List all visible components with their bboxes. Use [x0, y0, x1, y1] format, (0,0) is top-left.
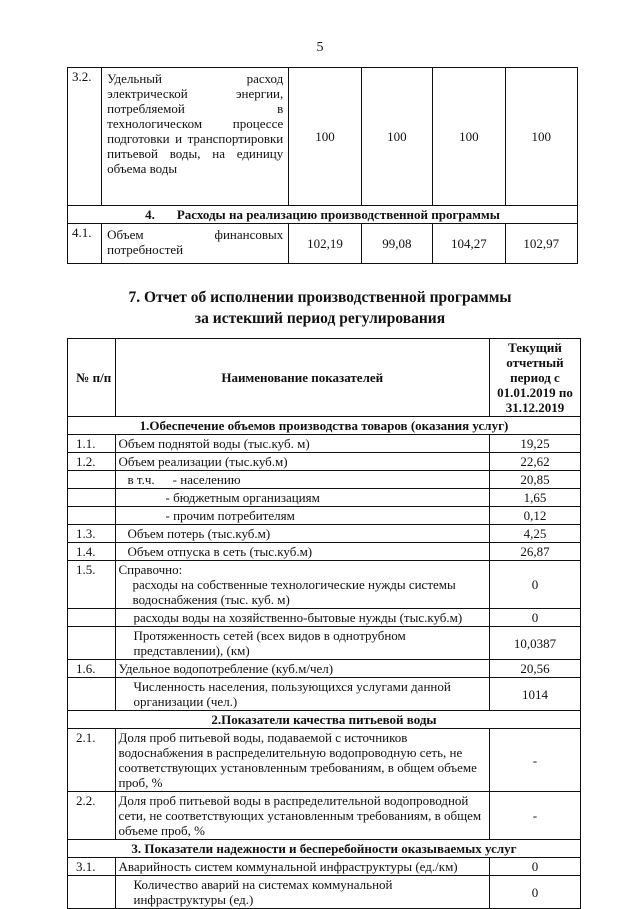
row-number: 1.4.	[68, 543, 116, 561]
row-value: 22,62	[489, 453, 580, 471]
table-row	[68, 792, 581, 840]
header-name: Наименование показателей	[115, 339, 489, 417]
row-name: Объем реализации (тыс.куб.м)	[115, 453, 489, 471]
section-row	[68, 711, 581, 729]
row-number	[68, 489, 116, 507]
row-value: 102,19	[289, 224, 361, 264]
row-value: -	[489, 729, 580, 792]
row-value: 10,0387	[489, 627, 580, 660]
row-name: Аварийность систем коммунальной инфраструктуры (ед./км)	[115, 858, 489, 876]
header-num: № п/п	[68, 339, 116, 417]
row-number	[68, 609, 116, 627]
row-value: 0,12	[489, 507, 580, 525]
row-value: 0	[489, 561, 580, 609]
section-row	[68, 206, 578, 224]
table-row	[68, 435, 581, 453]
row-value: 0	[489, 609, 580, 627]
row-prefix: в т.ч.	[127, 472, 155, 487]
row-value: 100	[289, 68, 361, 206]
table-row	[68, 627, 581, 660]
row-value: 26,87	[489, 543, 580, 561]
row-value: -	[489, 792, 580, 840]
row-name: Доля проб питьевой воды, подаваемой с источников водоснабжения в распределительную водопроводную сеть, не соответствующих установленным требованиям, в общем объеме проб, %	[115, 729, 489, 792]
row-name: Объем отпуска в сеть (тыс.куб.м)	[115, 543, 489, 561]
table-row	[68, 609, 581, 627]
section-heading	[68, 206, 578, 224]
row-number: 1.1.	[68, 435, 116, 453]
row-number: 1.6.	[68, 660, 116, 678]
table-row	[68, 858, 581, 876]
header-period: Текущий отчетный период с 01.01.2019 по 31.12.2019	[489, 339, 580, 417]
row-number	[68, 876, 116, 909]
row-name: - бюджетным организациям	[115, 489, 489, 507]
row-number: 1.5.	[68, 561, 116, 609]
row-number: 2.2.	[68, 792, 116, 840]
row-subname: - населению	[172, 472, 241, 487]
row-subname: расходы на собственные технологические нужды системы водоснабжения (тыс. куб. м)	[132, 577, 456, 607]
page-number: 5	[316, 40, 324, 55]
row-number	[68, 678, 116, 711]
row-name: расходы воды на хозяйственно-бытовые нужды (тыс.куб.м)	[115, 609, 489, 627]
row-name: Доля проб питьевой воды в распределительной водопроводной сети, не соответствующих установленным требованиям, в общем объеме проб, %	[115, 792, 489, 840]
section-title: Расходы на реализацию производственной программы	[176, 207, 500, 222]
table-row	[68, 660, 581, 678]
table-row	[68, 507, 581, 525]
row-value: 20,56	[489, 660, 580, 678]
header-row	[68, 339, 581, 417]
row-name: Объем потерь (тыс.куб.м)	[115, 525, 489, 543]
row-name	[115, 561, 489, 609]
table-row	[68, 68, 578, 206]
table-row	[68, 678, 581, 711]
section-heading: 1.Обеспечение объемов производства товаров (оказания услуг)	[68, 417, 581, 435]
row-name: Удельный расход электрической энергии, потребляемой в технологическом процессе подготовки и транспортировки питьевой воды, на единицу объема воды	[102, 68, 289, 206]
row-value: 0	[489, 876, 580, 909]
table-row	[68, 876, 581, 909]
row-number: 4.1.	[68, 224, 102, 264]
row-value: 1,65	[489, 489, 580, 507]
row-number: 1.2.	[68, 453, 116, 471]
table-row	[68, 561, 581, 609]
row-name: Протяженность сетей (всех видов в однотрубном представлении), (км)	[115, 627, 489, 660]
section-row	[68, 417, 581, 435]
row-value: 19,25	[489, 435, 580, 453]
row-name: - прочим потребителям	[115, 507, 489, 525]
row-number	[68, 507, 116, 525]
row-name: Количество аварий на системах коммунальной инфраструктуры (ед.)	[115, 876, 489, 909]
section-heading: 2.Показатели качества питьевой воды	[68, 711, 581, 729]
table-row	[68, 224, 578, 264]
row-value: 100	[361, 68, 433, 206]
row-name	[115, 471, 489, 489]
row-name: Численность населения, пользующихся услугами данной организации (чел.)	[115, 678, 489, 711]
row-value: 20,85	[489, 471, 580, 489]
section-row	[68, 840, 581, 858]
table-row	[68, 543, 581, 561]
section-heading: 3. Показатели надежности и бесперебойности оказываемых услуг	[68, 840, 581, 858]
row-number	[68, 471, 116, 489]
row-number	[68, 627, 116, 660]
table-row	[68, 453, 581, 471]
row-value: 100	[433, 68, 505, 206]
table-row	[68, 729, 581, 792]
table-row	[68, 471, 581, 489]
row-value: 104,27	[433, 224, 505, 264]
row-name: Объем поднятой воды (тыс.куб. м)	[115, 435, 489, 453]
row-value: 102,97	[505, 224, 577, 264]
heading-line-1: 7. Отчет об исполнении производственной программы	[128, 289, 512, 306]
row-number: 1.3.	[68, 525, 116, 543]
row-label: Справочно:	[118, 562, 183, 577]
row-value: 4,25	[489, 525, 580, 543]
heading-line-2: за истекший период регулирования	[194, 310, 446, 327]
section-number: 4.	[145, 207, 155, 222]
row-value: 1014	[489, 678, 580, 711]
table-row	[68, 525, 581, 543]
report-table	[67, 338, 581, 909]
table-row	[68, 489, 581, 507]
row-number: 3.1.	[68, 858, 116, 876]
program-indicators-table	[67, 67, 578, 264]
row-number: 2.1.	[68, 729, 116, 792]
row-value: 100	[505, 68, 577, 206]
row-name: Удельное водопотребление (куб.м/чел)	[115, 660, 489, 678]
row-name: Объем финансовых потребностей	[102, 224, 289, 264]
row-number: 3.2.	[68, 68, 102, 206]
row-value: 0	[489, 858, 580, 876]
section-heading-7	[0, 287, 640, 329]
row-value: 99,08	[361, 224, 433, 264]
